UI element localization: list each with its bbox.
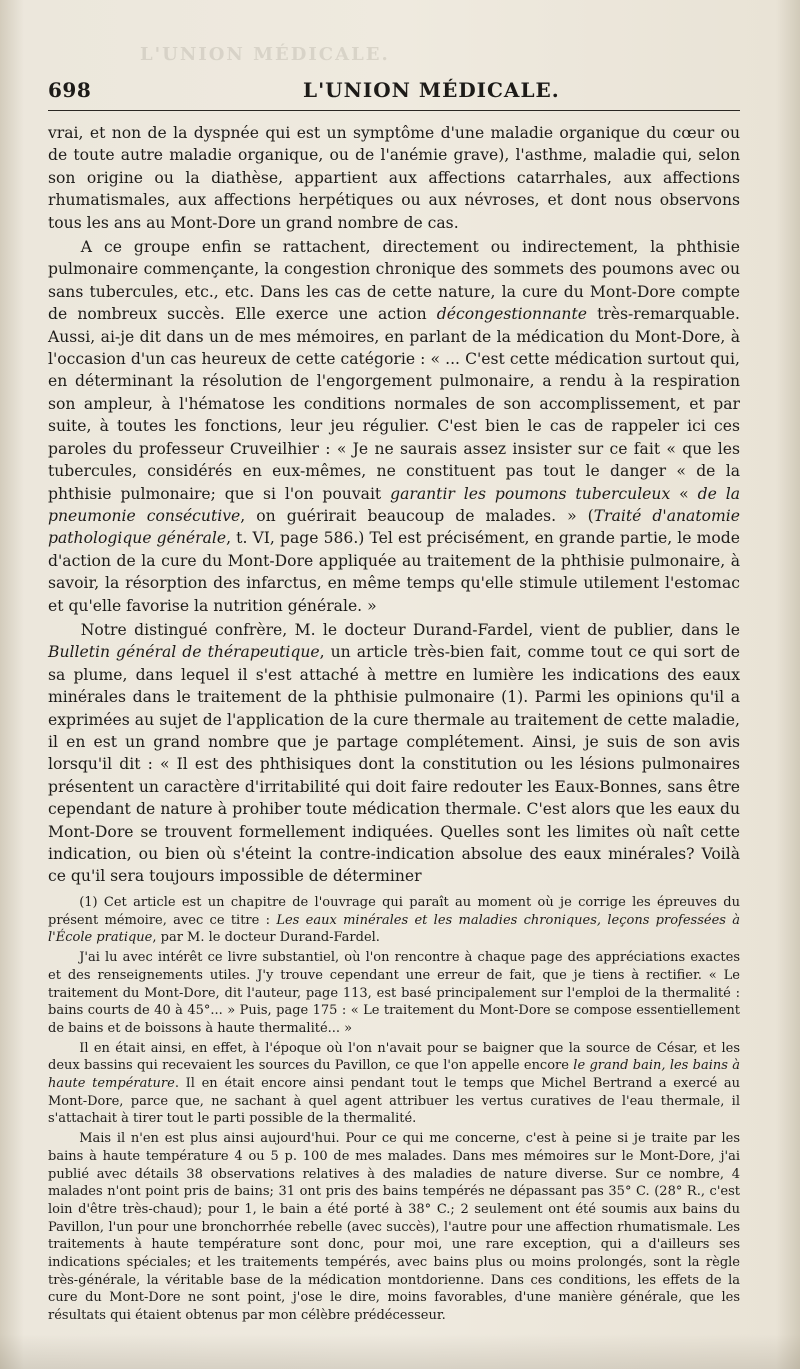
italic-text: Bulletin général de thérapeutique [48, 643, 320, 662]
italic-text: le grand bain, les bains à haute température [48, 1058, 741, 1092]
italic-text: garantir les poumons tuberculeux [390, 484, 671, 503]
footnote-f3 [48, 1040, 740, 1129]
text-segment: Notre distingué confrère, M. le docteur Durand-Fardel, vient de publier, dans le [80, 620, 740, 639]
text-segment: (1) Cet article est un chapitre de l'ouvrage qui paraît au moment où je corrige les épreuves du présent mémoire, avec ce titre : [48, 895, 740, 928]
italic-text: décongestionnante [436, 305, 587, 324]
paragraph-p2 [48, 236, 740, 617]
text-segment: , un article très-bien fait, comme tout ce qui sort de sa plume, dans lequel il s'est attaché à mettre en lumière les indications des eaux minérales dans le traitement de la phthisie pulmonaire (1). Parmi les opinions qu'il a exprimées au sujet de l'application de la cure thermale au traitement de cette maladie, il en est un grand nombre que je partage complétement. Ainsi, je suis de son avis lorsqu'il dit : « Il est des phthisiques dont la constitution ou les lésions pulmonaires présentent un caractère d'irritabilité qui doit faire redouter les Eaux-Bonnes, sans être cependant de nature à prohiber toute médication thermale. C'est alors que les eaux du Mont-Dore se trouvent formellement indiquées. Quelles sont les limites où naît cette indication, ou bien où s'éteint la contre-indication absolue des eaux minérales? Voilà ce qu'il sera toujours impossible de déterminer [48, 643, 740, 886]
text-segment: A ce groupe enfin se rattachent, directement ou indirectement, la phthisie pulmonaire commençante, la congestion chronique des sommets des poumons avec ou sans tubercules, etc., etc. Dans les cas de cette nature, la cure du Mont-Dore compte de nombreux succès. Elle exerce une action [48, 238, 740, 324]
paragraph-p3 [48, 619, 740, 888]
text-segment: , par M. le docteur Durand-Fardel. [152, 930, 380, 946]
footnote-f2 [48, 949, 740, 1038]
page-bottom-shadow [0, 1334, 800, 1369]
main-text [48, 122, 740, 888]
page-number: 698 [48, 78, 92, 102]
text-segment: Il en était ainsi, en effet, à l'époque où l'on n'avait pour se baigner que la source de César, et les deux bassins qui recevaient les sources du Pavillon, ce que l'on appelle encore [48, 1040, 740, 1074]
paragraph-p1 [48, 122, 740, 234]
page-header [48, 70, 740, 110]
text-segment: très-remarquable. Aussi, ai-je dit dans un de mes mémoires, en parlant de la médication du Mont-Dore, à l'occasion d'un cas heureux de cette catégorie : « ... C'est cette médication surtout qui, en déterminant la résolution de l'engorgement pulmonaire, a rendu à la respiration son ampleur, à l'hématose les conditions normales de son accomplissement, et par suite, à toutes les fonctions, leur jeu régulier. C'est bien le cas de rappeler ici ces paroles du professeur Cruveilhier : « Je ne saurais assez insister sur ce fait « que les tubercules, considérés en eux-mêmes, ne constituent pas tout le danger « de la phthisie pulmonaire; que si l'on pouvait [48, 305, 740, 503]
show-through-text: L'UNION MÉDICALE. [140, 44, 390, 65]
footnote-f1 [48, 894, 740, 947]
text-segment: . Il en était encore ainsi pendant tout le temps que Michel Bertrand a exercé au Mont-Dore, parce que, ne sachant à quel agent attribuer les vertus curatives de l'eau thermale, il s'attachait à tirer tout le parti possible de la thermalité. [48, 1076, 740, 1127]
running-title: L'UNION MÉDICALE. [303, 78, 560, 102]
text-segment: « [670, 484, 698, 503]
text-segment: J'ai lu avec intérêt ce livre substantiel, où l'on rencontre à chaque page des appréciations exactes et des renseignements utiles. J'y trouve cependant une erreur de fait, que je tiens à rectifier. « Le traitement du Mont-Dore, dit l'auteur, page 113, est basé principalement sur l'emploi de la thermalité : bains courts de 40 à 45°... » Puis, page 175 : « Le traitement du Mont-Dore se compose essentiellement de bains et de boissons à haute thermalité... » [48, 950, 740, 1036]
text-segment: Mais il n'en est plus ainsi aujourd'hui. Pour ce qui me concerne, c'est à peine si je traite par les bains à haute température 4 ou 5 p. 100 de mes malades. Dans mes mémoires sur le Mont-Dore, j'ai publié avec détails 38 observations relatives à des maladies de nature diverse. Sur ce nombre, 4 malades n'ont point pris de bains; 31 ont pris des bains tempérés ne dépassant pas 35° C. (28° R., c'est loin d'être très-chaud); pour 1, le bain a été porté à 38° C.; 2 seulement ont été soumis aux bains du Pavillon, l'un pour une bronchorrhée rebelle (avec succès), l'autre pour une affection rhumatismale. Les traitements à haute température sont donc, pour moi, une rare exception, qui a d'ailleurs ses indications spéciales; et les traitements tempérés, avec bains plus ou moins prolongés, sont la règle très-générale, la véritable base de la médication montdorienne. Dans ces conditions, les effets de la cure du Mont-Dore ne sont point, j'ose le dire, moins favorables, d'une manière générale, que les résultats qui étaient obtenus par mon célèbre prédécesseur. [48, 1131, 740, 1324]
italic-text: Traité d'anatomie pathologique générale [48, 506, 740, 548]
text-segment: vrai, et non de la dyspnée qui est un symptôme d'une maladie organique du cœur ou de toute autre maladie organique, ou de l'anémie grave), l'asthme, maladie qui, selon son origine ou la diathèse, appartient aux affections catarrhales, aux affections rhumatismales, aux affections herpétiques ou aux névroses, et dont nous observons tous les ans au Mont-Dore un grand nombre de cas. [48, 124, 740, 232]
italic-text: Les eaux minérales et les maladies chroniques, leçons professées à l'École pratique [48, 912, 740, 946]
text-segment: , t. VI, page 586.) Tel est précisément, en grande partie, le mode d'action de la cure du Mont-Dore appliquée au traitement de la phthisie pulmonaire, à savoir, la résorption des infarctus, en même temps qu'elle stimule utilement l'estomac et qu'elle favorise la nutrition générale. » [48, 529, 740, 615]
header-rule [48, 110, 740, 111]
footnotes [48, 894, 740, 1325]
text-segment: , on guérirait beaucoup de malades. » ( [240, 506, 594, 525]
footnote-f4 [48, 1130, 740, 1325]
italic-text: de la pneumonie consécutive [48, 484, 740, 525]
